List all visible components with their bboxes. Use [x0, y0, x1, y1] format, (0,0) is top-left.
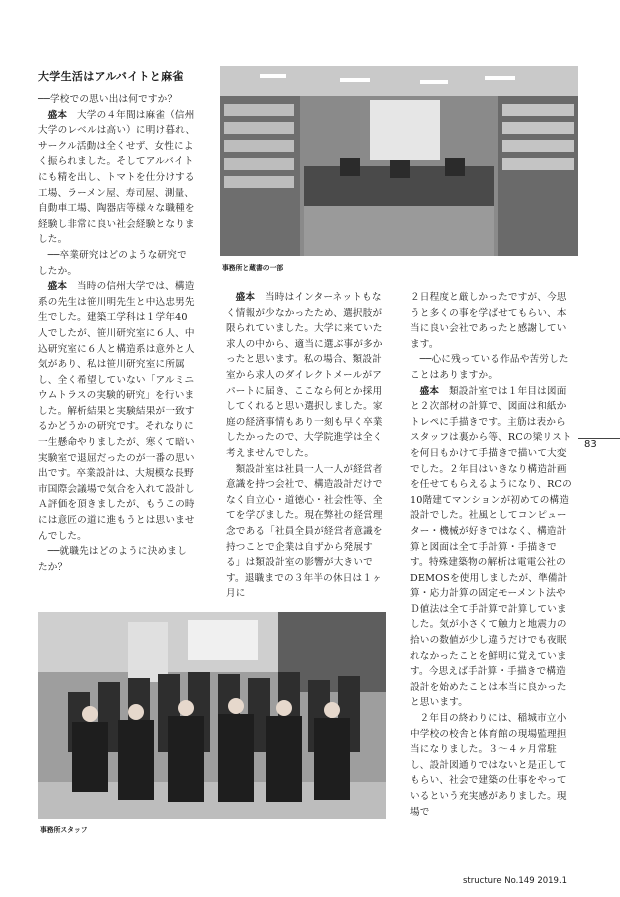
- answer-4-text: 類設計室では１年目は図面と２次部材の計算で、図面は和紙かトレペに手描きです。主筋は表からスタッフは裏から等、RCの梁リストを何日もかけて手描きで描いて大変でした。２年目はいきなり構造計画を任せてもらえるようになり、RCの10階建てマンションが初めての構造設計でした。社風としてコンピューター・機械が好きではなく、構造計算と図面は全て手計算・手描きです。特殊建築物の解析は電電公社のDEMOSを使用しましたが、準備計算・応力計算の固定モーメント法やＤ値法は全て手計算で計算していました。気が小さくて触力と地震力の拾いの数値が少し違うだけでも夜眠れなかったことを鮮明に覚えています。今思えば手計算・手描きで構造設計を始めたことは本当に良かったと思います。: [410, 385, 572, 709]
- speaker-label: 盛本: [235, 292, 256, 303]
- question-4: ──心に残っている作品や苦労したことはありますか。: [410, 354, 569, 381]
- section-heading: 大学生活はアルバイトと麻雀: [38, 70, 184, 83]
- footer: structure No.149 2019.1: [463, 876, 568, 886]
- answer-3-continued: 類設計室は社員一人一人が経営者意識を持つ会社で、構造設計だけでなく自立心・道徳心・社会性等、全てを学びました。現在弊社の経営理念である「社員全員が経営者意識を持つことで企業は自ずから発展する」は類設計室の影響が大きいです。退職までの３年半の休日は１ヶ月に: [226, 463, 383, 600]
- office-photo-caption: 事務所と蔵書の一部: [222, 264, 284, 272]
- answer-1-text: 大学の４年間は麻雀（信州大学のレベルは高い）に明け暮れ、サークル活動は全くせず、女性によく振られました。そしてアルバイトにも精を出し、トマトを仕分けする工場、ラーメン屋、寿司屋、測量、自動車工場、陶器店等様々な職種を経験し非常に良い社会経験となりました。: [38, 109, 196, 246]
- column-1: [38, 92, 196, 575]
- question-1: ──学校での思い出は何ですか？: [38, 94, 178, 105]
- page-number: 83: [578, 438, 620, 450]
- answer-1: [38, 108, 196, 248]
- answer-2: [38, 279, 196, 544]
- question-2: ──卒業研究はどのような研究でしたか。: [38, 249, 187, 277]
- question-3: ──就職先はどのように決めましたか？: [38, 546, 187, 573]
- answer-3-text: 当時はインターネットもなく情報が少なかったため、選択肢が限られていました。大学に来ていた求人の中から、適当に選ぶ事が多かったと思います。私の場合、類設計室から求人のダイレクトメールがアパートに届き、ここなら何とか採用してくれると思い選択しました。家庭の経済事情もあり一刻も早く卒業したかったので、大学院進学は全く考えませんでした。: [226, 292, 383, 459]
- speaker-label: 盛本: [47, 109, 68, 121]
- staff-photo-caption: 事務所スタッフ: [40, 826, 88, 834]
- speaker-label: 盛本: [47, 281, 68, 293]
- answer-4-continued: ２年目の終わりには、稲城市立小中学校の校舎と体育館の現場監理担当になりました。３〜４ヶ月常駐し、設計図通りではないと是正してもらい、社会で建築の仕事をやっているという充実感がありました。現場で: [410, 713, 567, 818]
- answer-2-text: 当時の信州大学では、構造系の先生は笹川明先生と中込忠男先生でした。建築工学科は１学年40人でしたが、笹川研究室に６人、中込研究室に６人と構造系は意外と人気があり、私は笹川研究室に所属し、全く希望していない「アルミニウムトラスの実験的研究」を行いました。解析結果と実験結果が一致するかどうかの研究です。それなりに一生懸命やりましたが、寒くて暗い実験室で退屈だったのが一番の思い出です。卒業設計は、大規模な長野市国際会議場で気合を入れて設計しＡ評価を頂きましたが、もうこの時には意匠の道に進もうとは思いませんでした。: [38, 281, 195, 542]
- answer-4: [410, 384, 575, 711]
- staff-photo-image: [38, 612, 386, 819]
- column-2: [226, 290, 386, 602]
- speaker-label: 盛本: [419, 385, 440, 397]
- office-photo: [220, 66, 578, 256]
- answer-3: [226, 290, 386, 462]
- staff-photo: [38, 612, 386, 819]
- answer-3-end: ２日程度と厳しかったですが、今思うと多くの事を学ばせてもらい、本当に良い会社であったと感謝しています。: [410, 292, 567, 350]
- column-3: [410, 290, 575, 820]
- office-photo-image: [220, 66, 578, 256]
